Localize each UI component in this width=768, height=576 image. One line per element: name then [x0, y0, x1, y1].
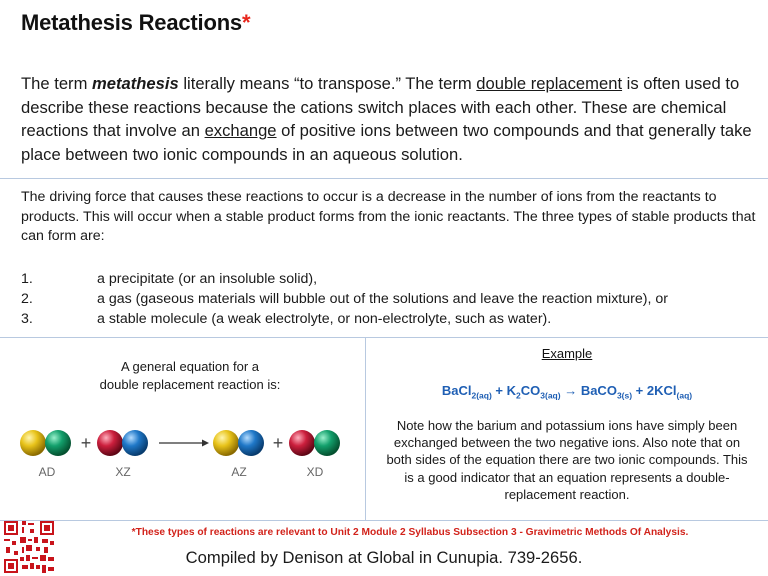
intro-paragraph: The term metathesis literally means “to transpose.” The term double replacement is often used to describe these reactions because the cations switch places with each other. These are chemical reactions that involve an exchange of positive ions between two compounds and that generally take place between two ionic compounds in an aqueous solution.: [21, 74, 752, 164]
double-replacement-diagram: [14, 424, 354, 488]
title-asterisk: *: [241, 10, 251, 35]
divider: [0, 520, 768, 521]
divider: [0, 178, 768, 179]
atom-a: [213, 430, 239, 456]
label-xz: XZ: [115, 465, 131, 479]
atom-z: [238, 430, 264, 456]
atom-x: [289, 430, 315, 456]
example-equation: BaCl$_{2(aq)}$ + $K_2CO_{3(aq)}$ → BaCO$_{3(s)}$ + 2KCl$_{(aq)}$: [441, 383, 693, 401]
plus-sign: +: [272, 433, 284, 453]
driving-force-paragraph: The driving force that causes these reactions to occur is a decrease in the number of ions from the reactants to products. This will occur when a stable product forms from the ionic reactants. The three types of stable products that can form are:: [21, 189, 756, 245]
stable-products-list: [21, 270, 756, 329]
term-exchange: exchange: [204, 121, 277, 140]
label-xd: XD: [306, 465, 324, 479]
term-metathesis: metathesis: [92, 74, 179, 93]
atom-z: [122, 430, 148, 456]
credit-line: Compiled by Denison at Global in Cunupia. 739-2656.: [185, 548, 583, 567]
atom-a: [20, 430, 46, 456]
list-item: 1. a precipitate (or an insoluble solid),: [21, 271, 318, 287]
list-item: 2. a gas (gaseous materials will bubble out of the solutions and leave the reaction mixture), or: [21, 290, 668, 307]
reaction-arrow: →: [560, 383, 581, 398]
term-double-replacement: double replacement: [476, 74, 623, 93]
label-az: AZ: [231, 465, 247, 479]
column-divider: [365, 338, 366, 520]
atom-d: [314, 430, 340, 456]
atom-d: [45, 430, 71, 456]
list-item: 3. a stable molecule (a weak electrolyte, or non-electrolyte, such as water).: [21, 310, 552, 327]
example-heading: Example: [541, 346, 593, 361]
divider: [0, 337, 768, 338]
label-ad: AD: [38, 465, 56, 479]
arrow-head: [202, 440, 209, 447]
plus-sign: +: [80, 433, 92, 453]
atom-x: [97, 430, 123, 456]
general-equation-caption: A general equation for a double replacement reaction is:: [99, 359, 281, 392]
footnote: *These types of reactions are relevant to Unit 2 Module 2 Syllabus Subsection 3 - Gravimetric Methods Of Analysis.: [131, 527, 689, 538]
example-note: Note how the barium and potassium ions have simply been exchanged between the two negative ions. Also note that on both sides of the equation there are two ionic compounds. This is a good indicator that an equation represents a double-replacement reaction.: [386, 418, 748, 502]
page-title: Metathesis Reactions*: [21, 10, 251, 35]
